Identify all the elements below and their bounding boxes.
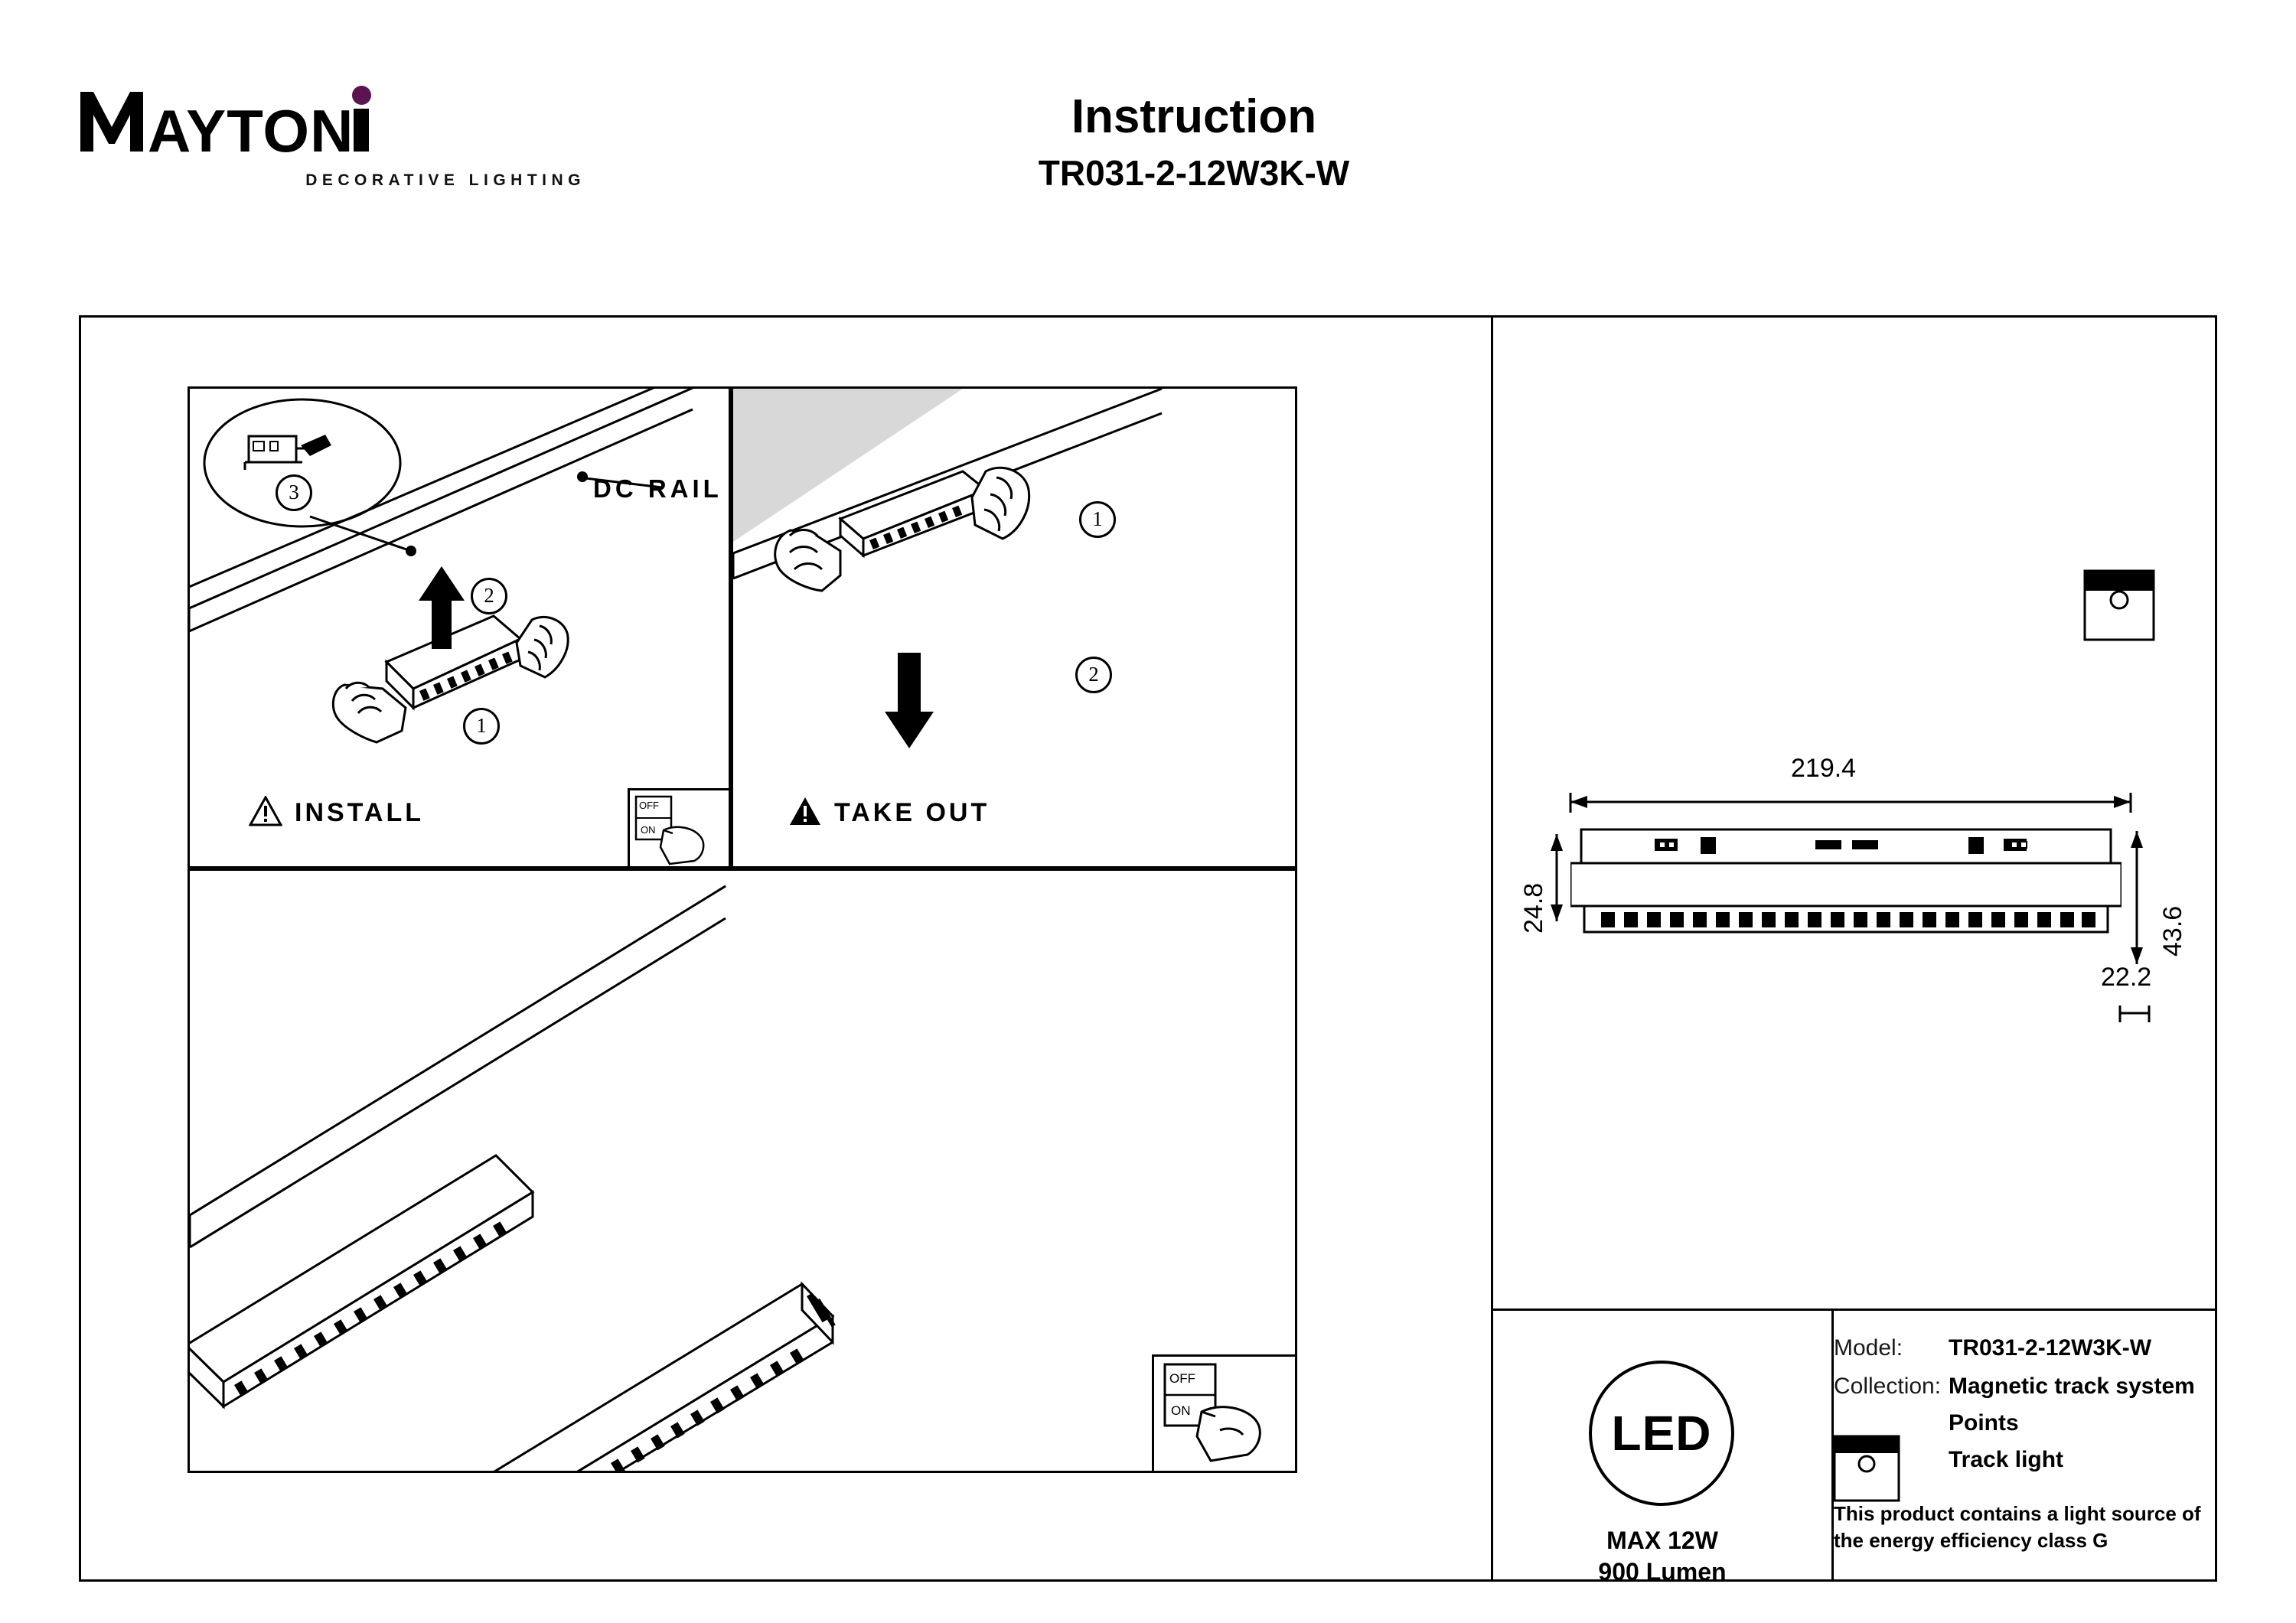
- brand-wordmark: [80, 92, 585, 165]
- dimension-width-arrow: [2109, 989, 2178, 1035]
- maytoni-m-icon: [80, 92, 143, 152]
- dimension-length-label: 219.4: [1791, 754, 1857, 783]
- svg-text:OFF: OFF: [639, 800, 659, 811]
- switch-hand-large-icon: [1154, 1357, 1295, 1471]
- step-number-1-install: 1: [463, 708, 500, 745]
- step-number-2-install: 2: [471, 578, 507, 614]
- svg-text:ON: ON: [1171, 1403, 1191, 1418]
- energy-efficiency-note: This product contains a light source of the energy efficiency class G: [1834, 1502, 2201, 1553]
- dc-rail-label: DC RAIL: [593, 474, 722, 503]
- step-number-3: 3: [276, 474, 312, 511]
- takeout-illustration: [733, 389, 1295, 866]
- step-number-1-takeout: 1: [1079, 501, 1116, 538]
- led-lumen: 900 Lumen: [1598, 1558, 1727, 1586]
- spec-model-key: Model:: [1834, 1335, 1903, 1361]
- led-badge: [1589, 1361, 1734, 1506]
- product-front-view: [1570, 826, 2122, 964]
- warning-triangle-takeout-icon: [788, 796, 822, 826]
- spec-collection-value: Magnetic track system: [1949, 1374, 2195, 1399]
- led-max-power: MAX 12W: [1606, 1527, 1718, 1554]
- spec-type-value: Track light: [1949, 1447, 2064, 1472]
- svg-text:ON: ON: [641, 824, 656, 836]
- spec-box: [1834, 1311, 2215, 1579]
- spec-model-value: TR031-2-12W3K-W: [1949, 1335, 2152, 1361]
- brand-letters: AYTON: [148, 97, 354, 165]
- fixture-symbol-icon: [2082, 568, 2157, 643]
- model-code-title: TR031-2-12W3K-W: [1038, 153, 1350, 194]
- dimension-width-label: 22.2: [2101, 963, 2152, 992]
- spec-collection-key: Collection:: [1834, 1374, 1942, 1399]
- brand-tagline: DECORATIVE LIGHTING: [305, 171, 585, 189]
- arrow-up-install: [417, 566, 471, 650]
- warning-triangle-install-icon: [249, 796, 282, 826]
- dimension-height-label: 24.8: [1519, 882, 1548, 934]
- switch-hand-small-icon: [630, 790, 729, 866]
- takeout-caption: TAKE OUT: [834, 798, 990, 827]
- page-header: [0, 0, 2296, 291]
- page-title: Instruction: [1071, 90, 1317, 143]
- led-info-box: [1493, 1311, 1831, 1586]
- title-block: [850, 92, 1538, 194]
- brand-accent-dot: [352, 86, 371, 105]
- overview-illustration: [190, 871, 1295, 1471]
- dimension-depth-label: 43.6: [2158, 905, 2187, 957]
- fixture-symbol-small-icon: [1831, 1433, 1905, 1507]
- led-badge-text: LED: [1611, 1406, 1712, 1461]
- spec-series-value: Points: [1949, 1410, 2019, 1436]
- step-number-2-takeout: 2: [1075, 657, 1112, 693]
- install-caption: INSTALL: [295, 798, 425, 827]
- brand-logo: [80, 92, 585, 190]
- brand-i-letter: [354, 109, 369, 152]
- svg-text:OFF: OFF: [1169, 1371, 1195, 1386]
